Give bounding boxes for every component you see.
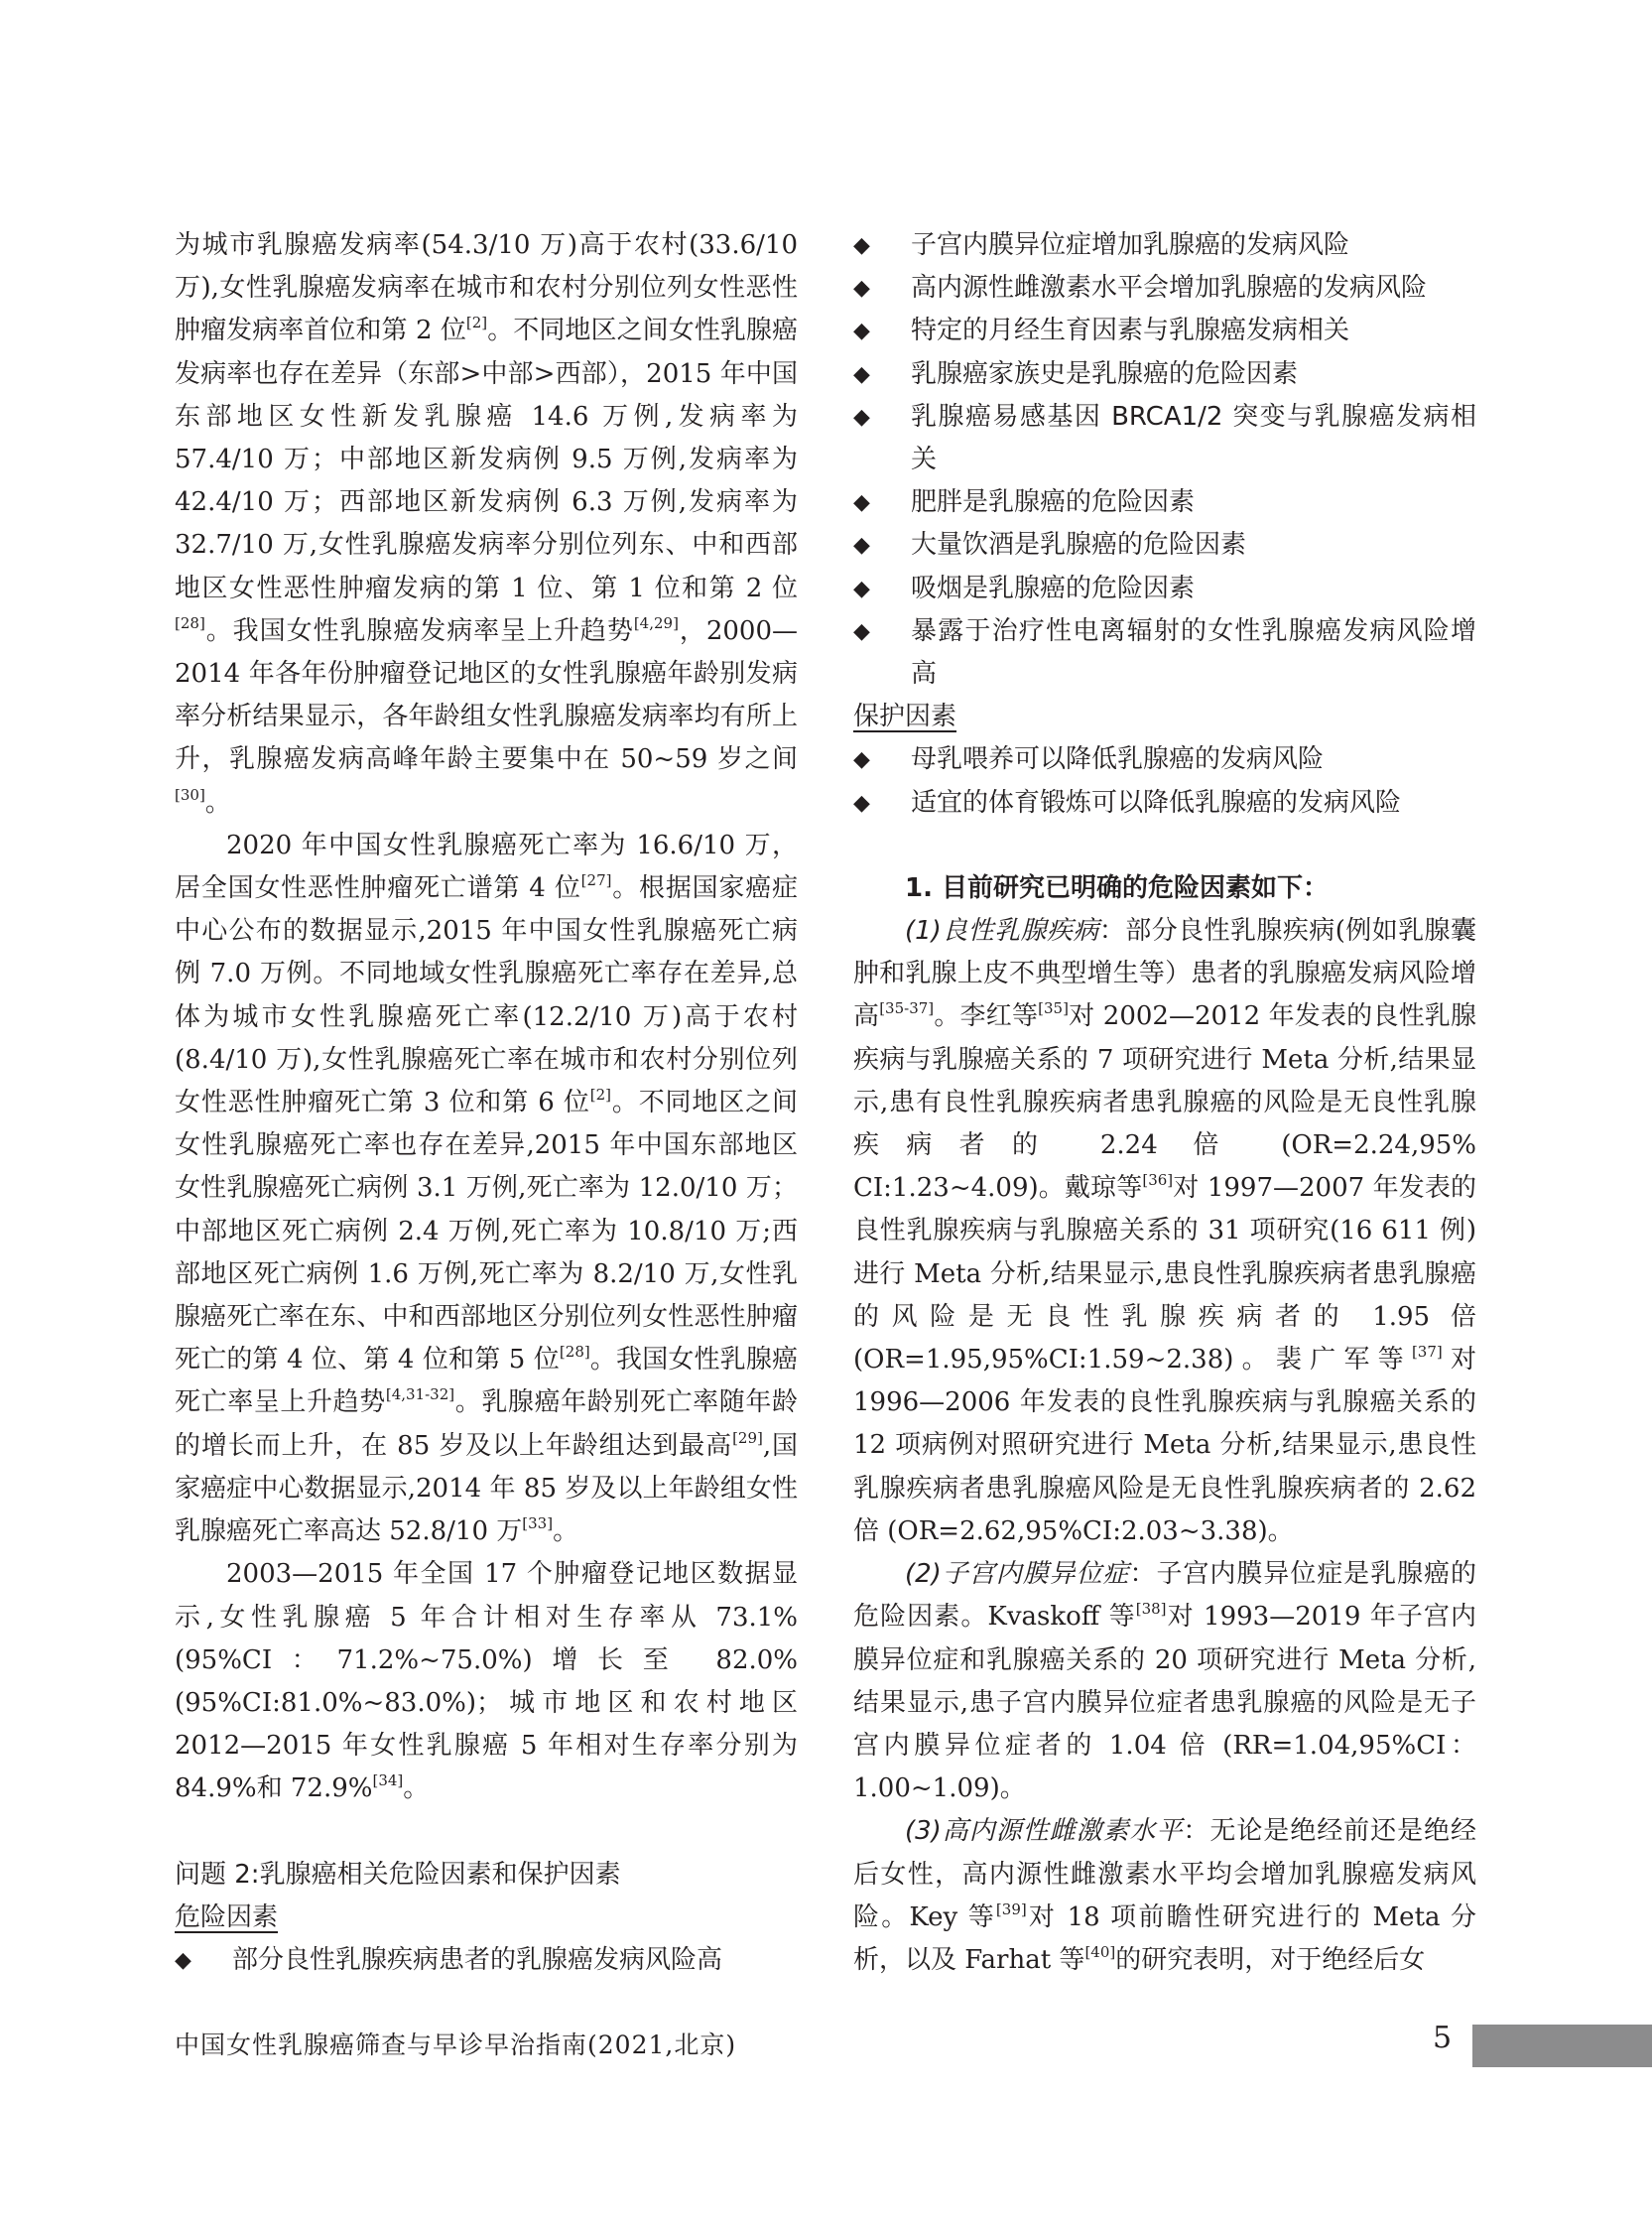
question-title: 问题 2:乳腺癌相关危险因素和保护因素	[175, 1859, 621, 1890]
page-number: 5	[1433, 2021, 1453, 2055]
section-title: 1. 目前研究已明确的危险因素如下：	[905, 872, 1330, 903]
list-item: ◆ 高内源性雌激素水平会增加乳腺癌的发病风险	[853, 267, 1476, 310]
protective-factors-heading: 保护因素	[853, 702, 957, 732]
citation: [35]	[1038, 999, 1069, 1018]
citation: [28]	[559, 1343, 590, 1362]
list-item: ◆ 乳腺癌家族史是乳腺癌的危险因素	[853, 353, 1476, 396]
body-paragraph: 2003—2015 年全国 17 个肿瘤登记地区数据显示,女性乳腺癌 5 年合计相对生存率从 73.1%(95%CI：71.2%~75.0%)增长至 82.0%(95%CI:81.0%~83.0%)；城市地区和农村地区 2012—2015 年女性乳腺癌 5 年相对生存率分别为 84.9%和 72.9%[34]。	[175, 1559, 798, 1804]
diamond-bullet-icon: ◆	[853, 276, 870, 302]
running-footer-title: 中国女性乳腺癌筛查与早诊早治指南(2021,北京)	[175, 2030, 737, 2059]
diamond-bullet-icon: ◆	[853, 490, 870, 516]
citation: [36]	[1142, 1171, 1174, 1190]
left-column	[175, 224, 798, 1982]
body-paragraph: (3)高内源性雌激素水平：无论是绝经前还是绝经后女性，高内源性雌激素水平均会增加乳腺癌发病风险。Key 等[39]对 18 项前瞻性研究进行的 Meta 分析，以及 Farhat 等[40]的研究表明，对于绝经后女	[853, 1816, 1476, 1975]
citation: [28]	[175, 613, 205, 632]
body-paragraph: 为城市乳腺癌发病率(54.3/10 万)高于农村(33.6/10 万),女性乳腺癌发病率在城市和农村分别位列女性恶性肿瘤发病率首位和第 2 位[2]。不同地区之间女性乳腺癌发病率也存在差异（东部>中部>西部），2015 年中国东部地区女性新发乳腺癌 14.6 万例,发病率为 57.4/10 万；中部地区新发病例 9.5 万例,发病率为 42.4/10 万；西部地区新发病例 6.3 万例,发病率为 32.7/10 万,女性乳腺癌发病率分别位列东、中和西部地区女性恶性肿瘤发病的第 1 位、第 1 位和第 2 位 [28]。我国女性乳腺癌发病率呈上升趋势[4,29]，2000—2014 年各年份肿瘤登记地区的女性乳腺癌年龄别发病率分析结果显示，各年龄组女性乳腺癌发病率均有所上升，乳腺癌发病高峰年龄主要集中在 50~59 岁之间[30]。	[175, 230, 798, 818]
citation: [39]	[995, 1900, 1027, 1918]
body-paragraph: (1)良性乳腺疾病：部分良性乳腺疾病(例如乳腺囊肿和乳腺上皮不典型增生等）患者的乳腺癌发病风险增高[35-37]。李红等[35]对 2002—2012 年发表的良性乳腺疾病与乳腺癌关系的 7 项研究进行 Meta 分析,结果显示,患有良性乳腺疾病者患乳腺癌的风险是无良性乳腺疾病者的 2.24 倍 (OR=2.24,95% CI:1.23~4.09)。戴琼等[36]对 1997—2007 年发表的良性乳腺疾病与乳腺癌关系的 31 项研究(16 611 例)进行 Meta 分析,结果显示,患良性乳腺疾病者患乳腺癌的风险是无良性乳腺疾病者的 1.95 倍 (OR=1.95,95%CI:1.59~2.38)。裴广军等[37]对 1996—2006 年发表的良性乳腺疾病与乳腺癌关系的 12 项病例对照研究进行 Meta 分析,结果显示,患良性乳腺疾病者患乳腺癌风险是无良性乳腺疾病者的 2.62 倍 (OR=2.62,95%CI:2.03~3.38)。	[853, 916, 1476, 1546]
diamond-bullet-icon: ◆	[853, 576, 870, 601]
diamond-bullet-icon: ◆	[853, 747, 870, 773]
list-item: ◆ 子宫内膜异位症增加乳腺癌的发病风险	[853, 224, 1476, 267]
list-item: ◆ 母乳喂养可以降低乳腺癌的发病风险	[853, 738, 1476, 781]
diamond-bullet-icon: ◆	[853, 790, 870, 816]
right-column	[853, 224, 1476, 1982]
diamond-bullet-icon: ◆	[175, 1947, 191, 1973]
citation: [29]	[732, 1428, 763, 1447]
diamond-bullet-icon: ◆	[853, 361, 870, 387]
page-tab-bar	[1472, 2025, 1652, 2067]
citation: [38]	[1135, 1600, 1167, 1619]
list-item: ◆ 暴露于治疗性电离辐射的女性乳腺癌发病风险增高	[853, 610, 1476, 696]
diamond-bullet-icon: ◆	[853, 319, 870, 344]
diamond-bullet-icon: ◆	[853, 533, 870, 559]
citation: [35-37]	[879, 999, 935, 1018]
list-item: ◆ 乳腺癌易感基因 BRCA1/2 突变与乳腺癌发病相关	[853, 396, 1476, 481]
diamond-bullet-icon: ◆	[853, 233, 870, 258]
body-paragraph: (2)子宫内膜异位症：子宫内膜异位症是乳腺癌的危险因素。Kvaskoff 等[38]对 1993—2019 年子宫内膜异位症和乳腺癌关系的 20 项研究进行 Meta 分析,结果显示,患子宫内膜异位症者患乳腺癌的风险是无子宫内膜异位症者的 1.04 倍 (RR=1.04,95%CI：1.00~1.09)。	[853, 1559, 1476, 1804]
risk-factors-heading: 危险因素	[175, 1901, 279, 1932]
citation: [37]	[1411, 1343, 1443, 1362]
citation: [40]	[1084, 1942, 1116, 1961]
citation: [34]	[372, 1771, 404, 1790]
citation: [4,29]	[633, 613, 679, 632]
citation: [30]	[175, 785, 205, 804]
citation: [4,31-32]	[385, 1385, 455, 1404]
list-item: ◆ 肥胖是乳腺癌的危险因素	[853, 481, 1476, 524]
list-item: ◆ 大量饮酒是乳腺癌的危险因素	[853, 524, 1476, 567]
list-item: ◆ 部分良性乳腺疾病患者的乳腺癌发病风险高	[175, 1939, 798, 1982]
citation: [2]	[465, 314, 488, 332]
list-item: ◆ 吸烟是乳腺癌的危险因素	[853, 568, 1476, 610]
diamond-bullet-icon: ◆	[853, 618, 870, 644]
diamond-bullet-icon: ◆	[853, 404, 870, 430]
body-paragraph: 2020 年中国女性乳腺癌死亡率为 16.6/10 万，居全国女性恶性肿瘤死亡谱第 4 位[27]。根据国家癌症中心公布的数据显示,2015 年中国女性乳腺癌死亡病例 7.0 万例。不同地域女性乳腺癌死亡率存在差异,总体为城市女性乳腺癌死亡率(12.2/10 万)高于农村(8.4/10 万),女性乳腺癌死亡率在城市和农村分别位列女性恶性肿瘤死亡第 3 位和第 6 位[2]。不同地区之间女性乳腺癌死亡率也存在差异,2015 年中国东部地区女性乳腺癌死亡病例 3.1 万例,死亡率为 12.0/10 万；中部地区死亡病例 2.4 万例,死亡率为 10.8/10 万;西部地区死亡病例 1.6 万例,死亡率为 8.2/10 万,女性乳腺癌死亡率在东、中和西部地区分别位列女性恶性肿瘤死亡的第 4 位、第 4 位和第 5 位[28]。我国女性乳腺癌死亡率呈上升趋势[4,31-32]。乳腺癌年龄别死亡率随年龄的增长而上升，在 85 岁及以上年龄组达到最高[29],国家癌症中心数据显示,2014 年 85 岁及以上年龄组女性乳腺癌死亡率高达 52.8/10 万[33]。	[175, 830, 799, 1547]
citation: [27]	[580, 871, 612, 890]
citation: [33]	[522, 1514, 554, 1533]
citation: [2]	[589, 1086, 611, 1105]
list-item: ◆ 特定的月经生育因素与乳腺癌发病相关	[853, 310, 1476, 352]
list-item: ◆ 适宜的体育锻炼可以降低乳腺癌的发病风险	[853, 782, 1476, 825]
